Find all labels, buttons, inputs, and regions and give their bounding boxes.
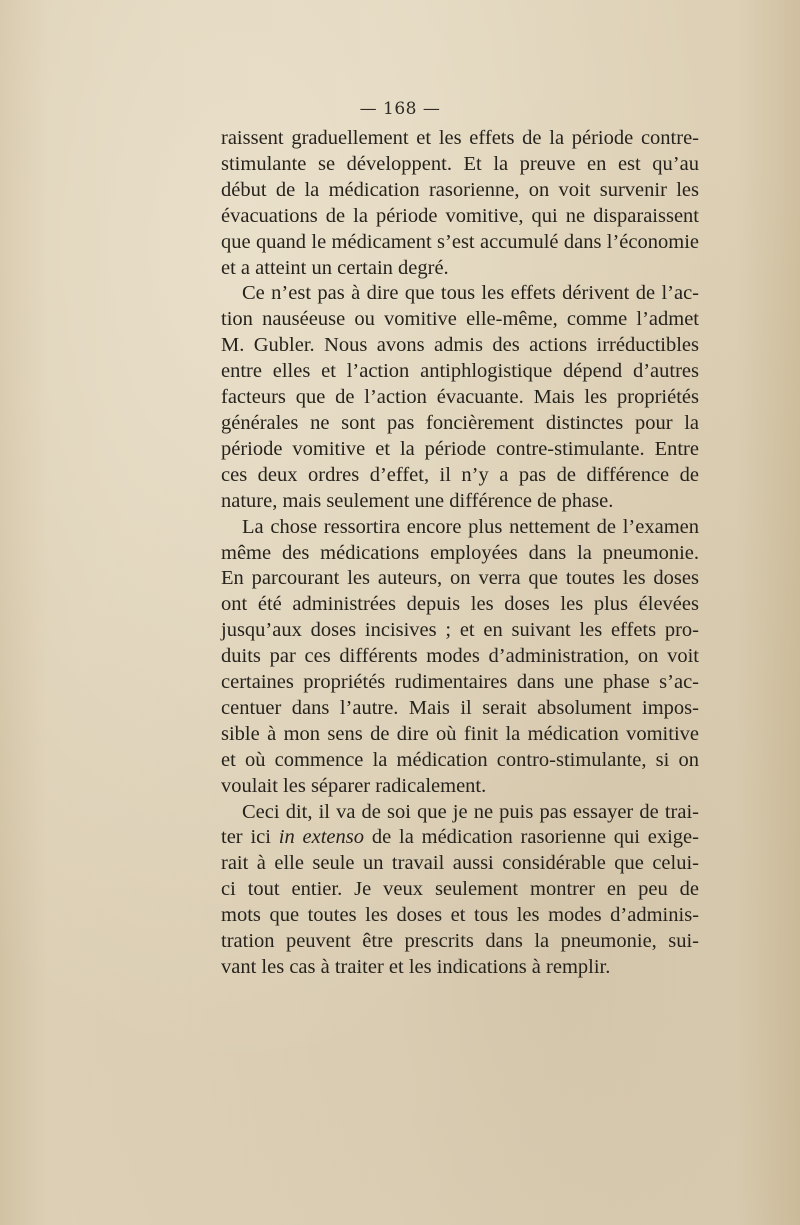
text-line: centuer dans l’autre. Mais il serait absolument impos- bbox=[221, 696, 699, 719]
text-line: duits par ces différents modes d’administration, on voit bbox=[221, 645, 699, 668]
text-line: tion nauséeuse ou vomitive elle-même, comme l’admet bbox=[221, 308, 699, 331]
text-line: rait à elle seule un travail aussi considérable que celui- bbox=[221, 852, 699, 875]
text-line: ont été administrées depuis les doses les plus élevées bbox=[221, 593, 699, 616]
paragraph-1 bbox=[221, 126, 699, 281]
paragraph-4 bbox=[221, 800, 699, 981]
text-line: En parcourant les auteurs, on verra que toutes les doses bbox=[221, 567, 699, 590]
text-line: début de la médication rasorienne, on voit survenir les bbox=[221, 178, 699, 201]
paragraph-3 bbox=[221, 515, 699, 800]
text-line: tration peuvent être prescrits dans la pneumonie, sui- bbox=[221, 930, 699, 953]
text-line: que quand le médicament s’est accumulé dans l’économie bbox=[221, 230, 699, 253]
text-fragment: ter ici bbox=[221, 826, 279, 849]
text-line: nature, mais seulement une différence de phase. bbox=[221, 489, 614, 512]
text-line: facteurs que de l’action évacuante. Mais les propriétés bbox=[221, 386, 699, 409]
text-line: et a atteint un certain degré. bbox=[221, 256, 449, 279]
text-line bbox=[221, 825, 699, 851]
text-line: stimulante se développent. Et la preuve en est qu’au bbox=[221, 152, 699, 175]
text-line: La chose ressortira encore plus nettement de l’examen bbox=[242, 515, 699, 538]
text-line: raissent graduellement et les effets de la période contre- bbox=[221, 127, 699, 149]
text-fragment: de la médication rasorienne qui exige- bbox=[364, 826, 699, 849]
text-line: sible à mon sens de dire où finit la médication vomitive bbox=[221, 722, 699, 745]
paragraph-2 bbox=[221, 281, 699, 514]
text-line: évacuations de la période vomitive, qui ne disparaissent bbox=[221, 204, 699, 227]
text-line: ci tout entier. Je veux seulement montrer en peu de bbox=[221, 878, 699, 901]
text-line: Ce n’est pas à dire que tous les effets dérivent de l’ac- bbox=[242, 282, 699, 305]
italic-phrase: in extenso bbox=[278, 826, 365, 849]
text-line: entre elles et l’action antiphlogistique dépend d’autres bbox=[221, 360, 699, 383]
text-line: mots que toutes les doses et tous les modes d’adminis- bbox=[221, 904, 699, 927]
text-line: période vomitive et la période contre-stimulante. Entre bbox=[221, 437, 699, 460]
text-line: certaines propriétés rudimentaires dans une phase s’ac- bbox=[221, 671, 699, 694]
text-line: M. Gubler. Nous avons admis des actions irréductibles bbox=[221, 334, 699, 357]
text-line: même des médications employées dans la pneumonie. bbox=[221, 541, 699, 564]
text-line: générales ne sont pas foncièrement distinctes pour la bbox=[221, 411, 699, 434]
body-text bbox=[221, 126, 699, 981]
page-number: — 168 — bbox=[359, 99, 441, 119]
text-line: Ceci dit, il va de soi que je ne puis pas essayer de trai- bbox=[242, 800, 699, 823]
text-line: voulait les séparer radicalement. bbox=[221, 774, 487, 797]
text-line: vant les cas à traiter et les indications à remplir. bbox=[221, 956, 611, 978]
text-line: et où commence la médication contro-stimulante, si on bbox=[221, 748, 699, 771]
text-line: ces deux ordres d’effet, il n’y a pas de différence de bbox=[221, 463, 699, 486]
text-line: jusqu’aux doses incisives ; et en suivant les effets pro- bbox=[221, 619, 699, 642]
